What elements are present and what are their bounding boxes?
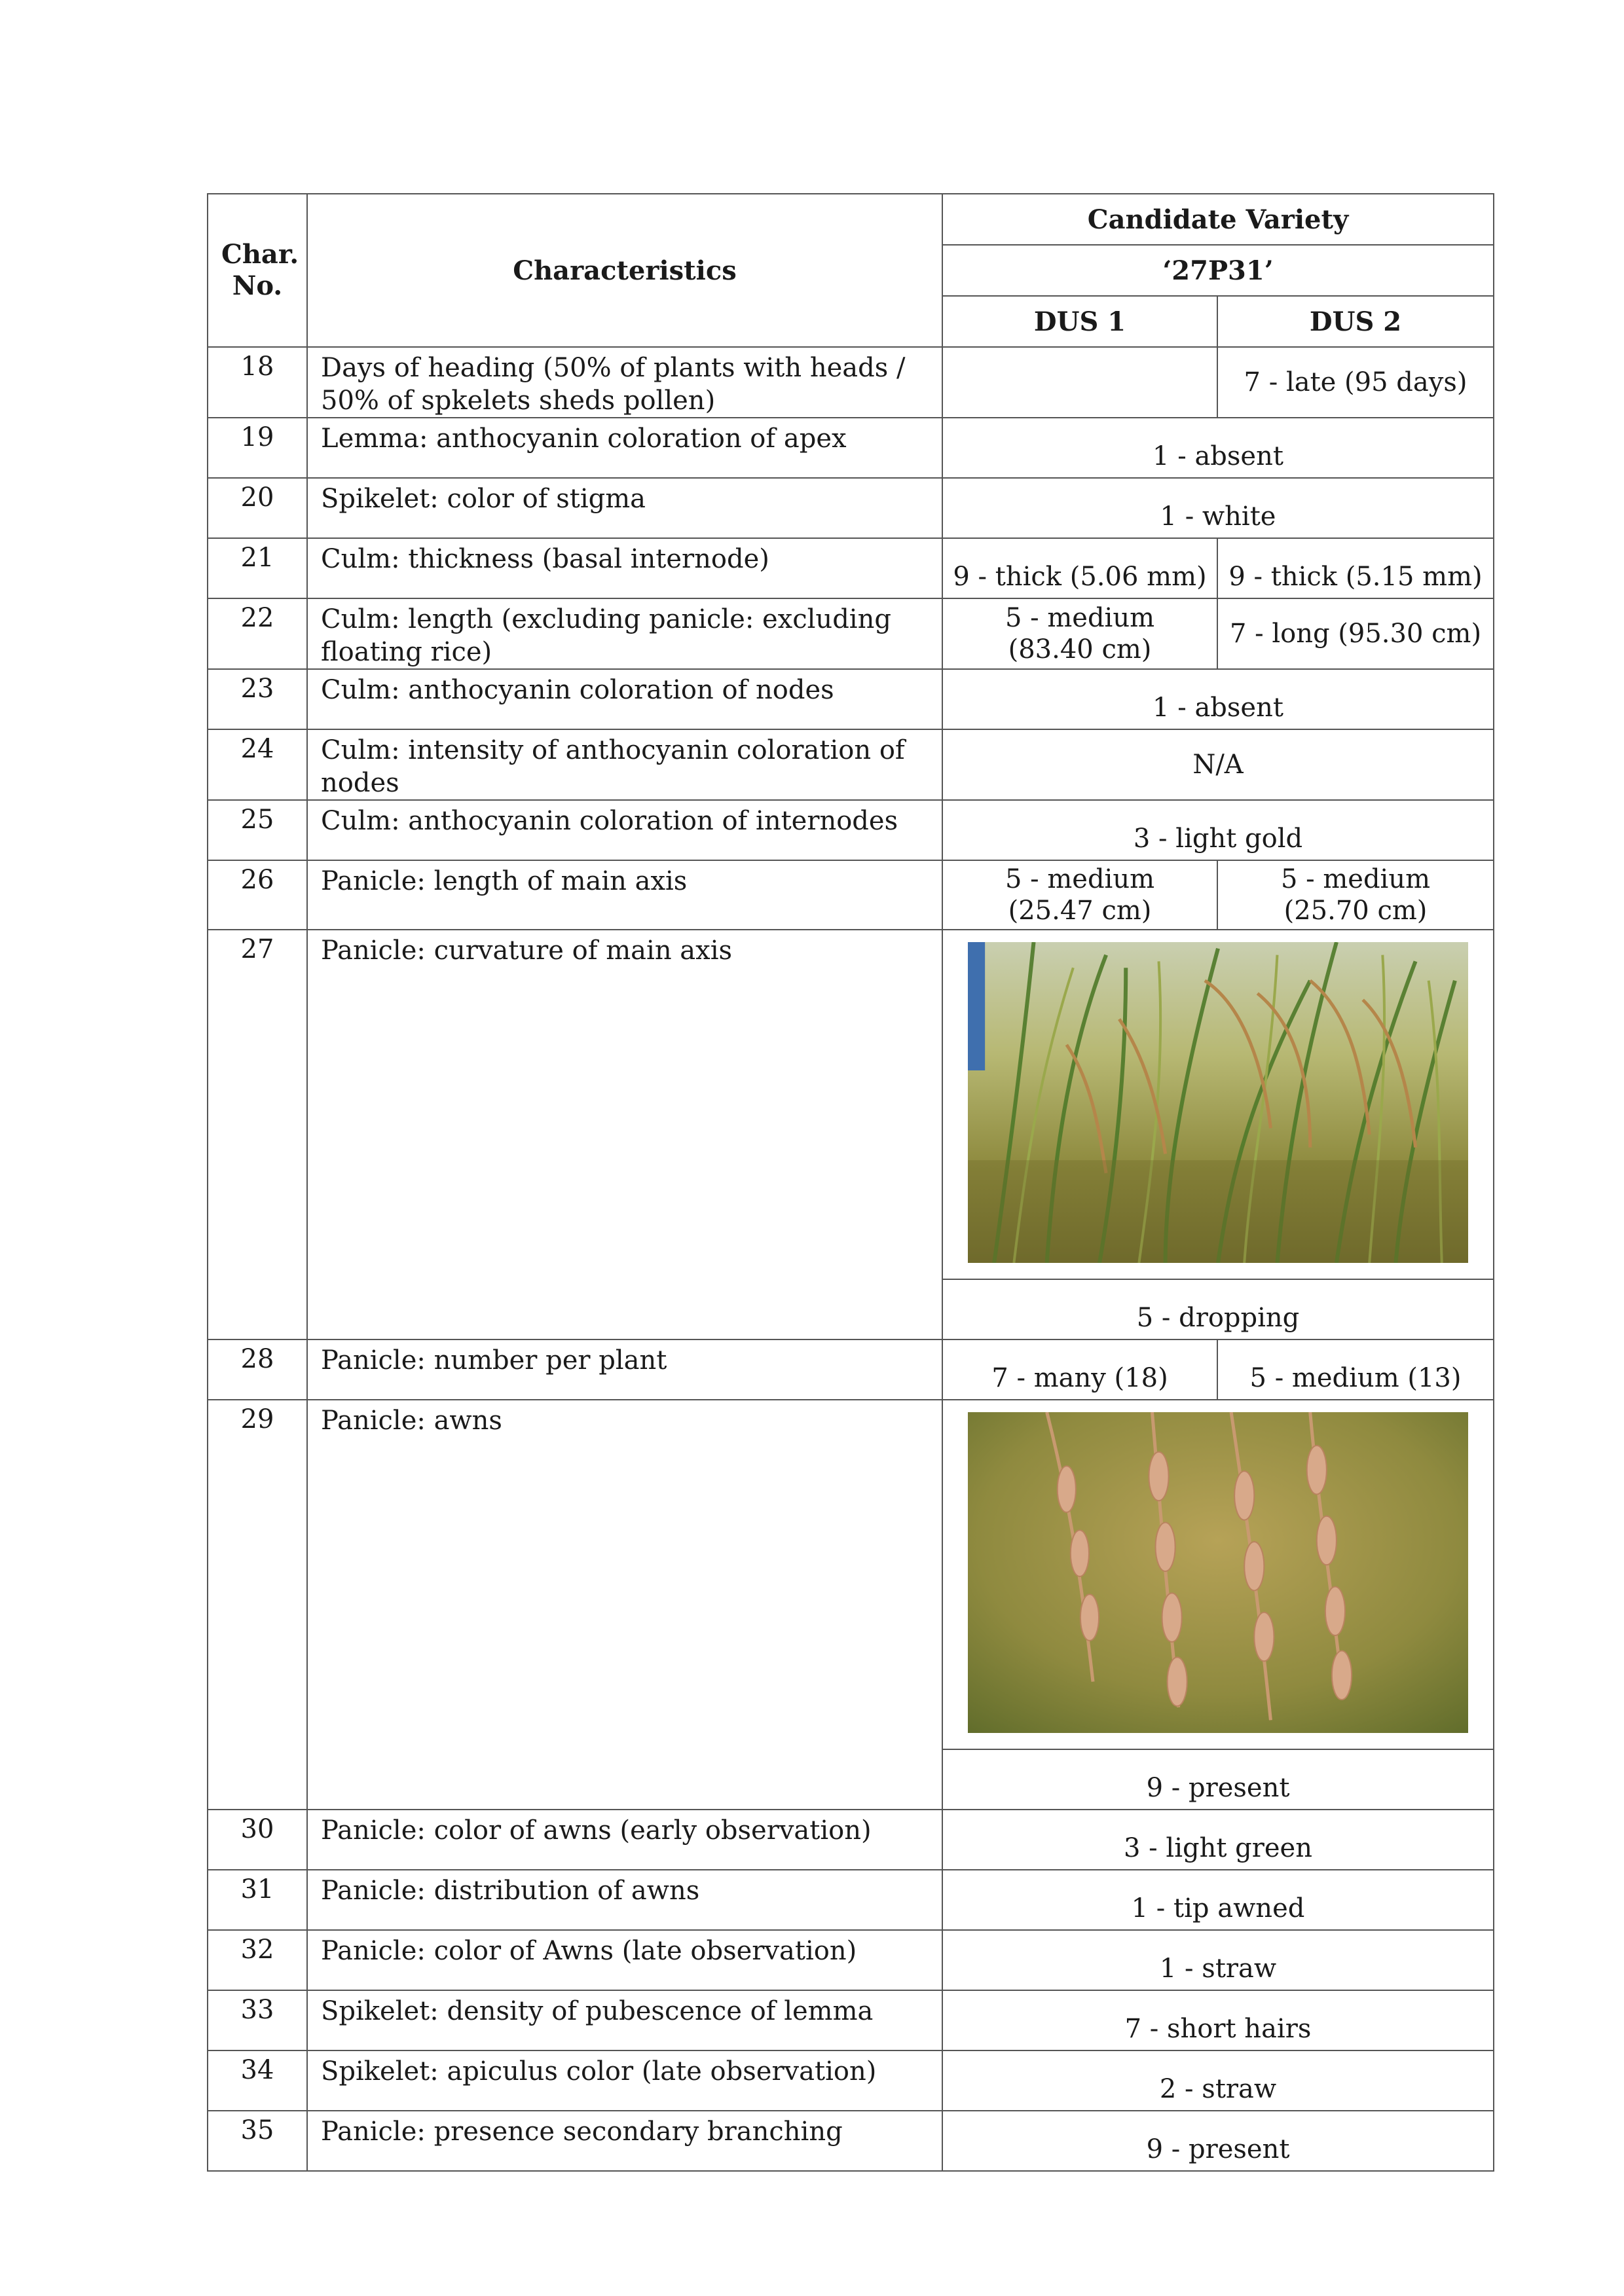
char-number: 35 bbox=[208, 2111, 307, 2171]
table-row bbox=[208, 930, 1494, 1279]
combined-value: 2 - straw bbox=[942, 2050, 1494, 2111]
dus1-value: 5 - medium (25.47 cm) bbox=[942, 860, 1217, 930]
table-row bbox=[208, 2050, 1494, 2111]
characteristic-label: Spikelet: apiculus color (late observation) bbox=[307, 2050, 942, 2111]
panicle-awns-photo bbox=[942, 1400, 1494, 1749]
combined-value: 1 - absent bbox=[942, 418, 1494, 478]
characteristic-label: Culm: anthocyanin coloration of internodes bbox=[307, 800, 942, 860]
characteristic-label: Spikelet: color of stigma bbox=[307, 478, 942, 538]
char-number: 31 bbox=[208, 1870, 307, 1930]
char-number: 26 bbox=[208, 860, 307, 930]
table-row bbox=[208, 347, 1494, 418]
combined-value: 1 - straw bbox=[942, 1930, 1494, 1990]
char-number: 21 bbox=[208, 538, 307, 598]
panicle-curvature-photo bbox=[942, 930, 1494, 1279]
char-number: 20 bbox=[208, 478, 307, 538]
combined-value: 1 - white bbox=[942, 478, 1494, 538]
table-row bbox=[208, 729, 1494, 800]
combined-value: 7 - short hairs bbox=[942, 1990, 1494, 2050]
combined-value: 3 - light green bbox=[942, 1810, 1494, 1870]
combined-value: 9 - present bbox=[942, 2111, 1494, 2171]
characteristic-label: Panicle: color of awns (early observation) bbox=[307, 1810, 942, 1870]
characteristic-label: Panicle: awns bbox=[307, 1400, 942, 1810]
dus1-value: 9 - thick (5.06 mm) bbox=[942, 538, 1217, 598]
char-number: 29 bbox=[208, 1400, 307, 1810]
table-row bbox=[208, 860, 1494, 930]
char-number: 24 bbox=[208, 729, 307, 800]
combined-value: N/A bbox=[942, 729, 1494, 800]
characteristic-label: Panicle: curvature of main axis bbox=[307, 930, 942, 1339]
table-row bbox=[208, 1930, 1494, 1990]
rice-field-image bbox=[968, 942, 1468, 1263]
dus-characteristics-table bbox=[207, 193, 1494, 2172]
char-number: 22 bbox=[208, 598, 307, 669]
dus1-value bbox=[942, 347, 1217, 418]
rice-grains-image bbox=[968, 1412, 1468, 1733]
characteristic-label: Panicle: color of Awns (late observation) bbox=[307, 1930, 942, 1990]
table-row bbox=[208, 800, 1494, 860]
characteristic-label: Spikelet: density of pubescence of lemma bbox=[307, 1990, 942, 2050]
combined-value: 3 - light gold bbox=[942, 800, 1494, 860]
dus1-value: 7 - many (18) bbox=[942, 1339, 1217, 1400]
char-number: 30 bbox=[208, 1810, 307, 1870]
characteristic-label: Culm: thickness (basal internode) bbox=[307, 538, 942, 598]
table-row bbox=[208, 1870, 1494, 1930]
header-characteristics: Characteristics bbox=[307, 194, 942, 347]
header-variety-name: ‘27P31’ bbox=[942, 245, 1494, 296]
dus1-value: 5 - medium (83.40 cm) bbox=[942, 598, 1217, 669]
char-number: 33 bbox=[208, 1990, 307, 2050]
header-dus2: DUS 2 bbox=[1217, 296, 1494, 347]
char-number: 34 bbox=[208, 2050, 307, 2111]
combined-value: 1 - tip awned bbox=[942, 1870, 1494, 1930]
table-row bbox=[208, 598, 1494, 669]
dus2-value: 5 - medium (13) bbox=[1217, 1339, 1494, 1400]
char-number: 28 bbox=[208, 1339, 307, 1400]
characteristic-label: Culm: anthocyanin coloration of nodes bbox=[307, 669, 942, 729]
dus2-value: 9 - thick (5.15 mm) bbox=[1217, 538, 1494, 598]
dus2-value: 7 - late (95 days) bbox=[1217, 347, 1494, 418]
characteristic-label: Culm: intensity of anthocyanin coloration of nodes bbox=[307, 729, 942, 800]
table-row bbox=[208, 1810, 1494, 1870]
combined-value: 9 - present bbox=[942, 1749, 1494, 1810]
char-number: 32 bbox=[208, 1930, 307, 1990]
table-row bbox=[208, 1339, 1494, 1400]
table-row bbox=[208, 1400, 1494, 1749]
char-number: 27 bbox=[208, 930, 307, 1339]
table-row bbox=[208, 669, 1494, 729]
table-row bbox=[208, 478, 1494, 538]
characteristic-label: Panicle: presence secondary branching bbox=[307, 2111, 942, 2171]
char-number: 23 bbox=[208, 669, 307, 729]
combined-value: 1 - absent bbox=[942, 669, 1494, 729]
char-number: 18 bbox=[208, 347, 307, 418]
characteristic-label: Panicle: number per plant bbox=[307, 1339, 942, 1400]
header-char-no: Char. No. bbox=[208, 194, 307, 347]
characteristic-label: Days of heading (50% of plants with heads / 50% of spkelets sheds pollen) bbox=[307, 347, 942, 418]
dus2-value: 7 - long (95.30 cm) bbox=[1217, 598, 1494, 669]
characteristic-label: Panicle: distribution of awns bbox=[307, 1870, 942, 1930]
header-dus1: DUS 1 bbox=[942, 296, 1217, 347]
characteristic-label: Panicle: length of main axis bbox=[307, 860, 942, 930]
table-row bbox=[208, 538, 1494, 598]
table-row bbox=[208, 418, 1494, 478]
table-row bbox=[208, 2111, 1494, 2171]
char-number: 19 bbox=[208, 418, 307, 478]
table-row bbox=[208, 1990, 1494, 2050]
combined-value: 5 - dropping bbox=[942, 1279, 1494, 1339]
header-candidate-variety: Candidate Variety bbox=[942, 194, 1494, 245]
characteristic-label: Culm: length (excluding panicle: excluding floating rice) bbox=[307, 598, 942, 669]
char-number: 25 bbox=[208, 800, 307, 860]
characteristic-label: Lemma: anthocyanin coloration of apex bbox=[307, 418, 942, 478]
dus2-value: 5 - medium (25.70 cm) bbox=[1217, 860, 1494, 930]
